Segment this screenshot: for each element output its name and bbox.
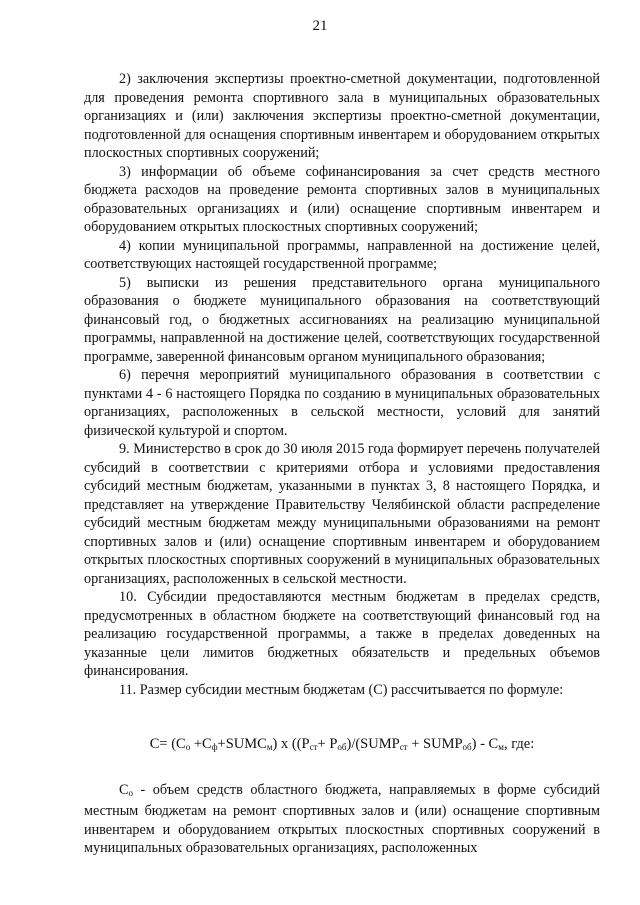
- definition-text: - объем средств областного бюджета, направляемых в форме субсидий местным бюджетам на ремонт спортивных залов и (или) оснащение спортивным инвентарем и оборудованием открытых плоскостных спортивных сооружений в муниципальных образовательных организациях, расположенных: [84, 781, 600, 856]
- formula-part: +SUMС: [217, 736, 267, 752]
- formula-part: + Р: [317, 736, 338, 752]
- paragraph-item-2: 2) заключения экспертизы проектно-сметной документации, подготовленной для проведения ремонта спортивного зала в муниципальных образовательных организациях и (или) заключения экспертизы проектно-сметной документации, подготовленной для оснащения спортивным инвентарем и оборудованием открытых плоскостных спортивных сооружений;: [84, 71, 600, 161]
- paragraph-clause-11: 11. Размер субсидии местным бюджетам (С) рассчитывается по формуле:: [119, 681, 564, 698]
- formula-part: ) - С: [471, 736, 499, 752]
- subsidy-formula: [84, 735, 600, 757]
- page-number: 21: [312, 18, 328, 34]
- formula-subscript: ст: [309, 742, 318, 752]
- paragraph-item-5: 5) выписки из решения представительного органа муниципального образования о бюджете муниципального образования на соответствующий финансовый год, о бюджетных ассигнованиях на реализацию муниципальной программы, направленной на достижение целей, соответствующих государственной программе, заверенной финансовым органом муниципального образования;: [84, 274, 600, 365]
- formula-subscript: ст: [399, 742, 408, 752]
- paragraph-item-3: 3) информации об объеме софинансирования за счет средств местного бюджета расходов на проведение ремонта спортивных залов в муниципальных образовательных организациях и (или) оснащение спортивным инвентарем и оборудованием открытых плоскостных спортивных сооружений;: [84, 163, 600, 235]
- document-body: [84, 70, 600, 858]
- formula-subscript: об: [337, 742, 347, 752]
- definition-symbol: С: [119, 781, 129, 798]
- formula-subscript: об: [462, 742, 472, 752]
- paragraph-item-6: 6) перечня мероприятий муниципального образования в соответствии с пунктами 4 - 6 настоящего Порядка по созданию в муниципальных образовательных организациях, расположенных в сельской местности, условий для занятий физической культурой и спортом.: [84, 367, 600, 439]
- paragraph-clause-9: 9. Министерство в срок до 30 июля 2015 года формирует перечень получателей субсидий в соответствии с критериями отбора и условиями предоставления субсидий местным бюджетам, указанными в пунктах 3, 8 настоящего Порядка, и представляет на утверждение Правительству Челябинской области распределение субсидий местным бюджетам между муниципальными образованиями на ремонт спортивных залов и (или) оснащение спортивным инвентарем и оборудованием открытых плоскостных спортивных сооружений в муниципальных образовательных организациях, расположенных в сельской местности.: [84, 441, 600, 587]
- formula-part: С= (С: [149, 736, 186, 752]
- paragraph-clause-10: 10. Субсидии предоставляются местным бюджетам в пределах средств, предусмотренных в областном бюджете на соответствующий финансовый год на реализацию государственной программы, а также в пределах доведенных на указанные цели лимитов бюджетных обязательств и предельных объемов финансирования.: [84, 589, 600, 679]
- formula-subscript: о: [185, 742, 191, 752]
- formula-subscript: ф: [211, 742, 218, 752]
- paragraph-item-4: 4) копии муниципальной программы, направленной на достижение целей, соответствующих настоящей государственной программе;: [84, 237, 600, 272]
- formula-part: )/(SUMР: [346, 736, 400, 752]
- formula-part: , где:: [503, 736, 535, 752]
- formula-part: + SUMР: [407, 736, 463, 752]
- formula-part: +С: [190, 736, 212, 752]
- formula-subscript: м: [266, 742, 273, 752]
- formula-part: ) x ((Р: [272, 736, 310, 752]
- definition-co: [84, 781, 600, 858]
- formula-subscript: м: [498, 742, 504, 752]
- definition-symbol-subscript: о: [128, 787, 133, 798]
